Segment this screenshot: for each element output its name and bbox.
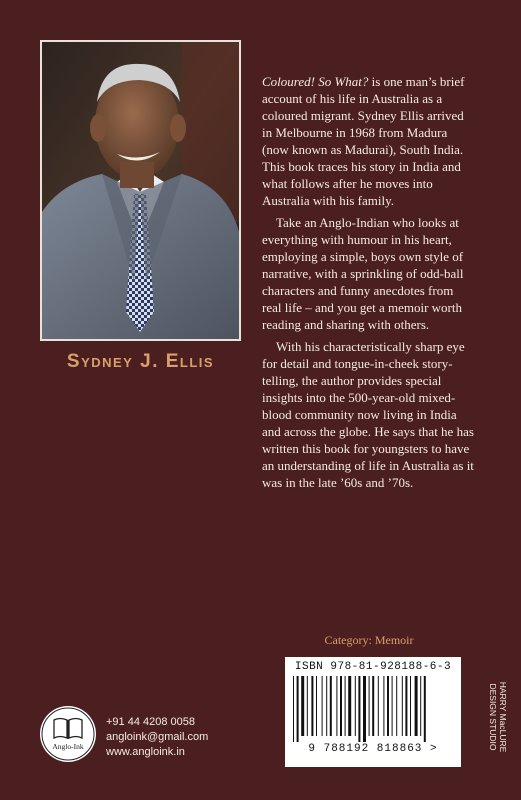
- barcode-bar: [345, 676, 346, 736]
- barcode-bar: [358, 676, 360, 742]
- barcode-bar: [396, 676, 397, 736]
- barcode-bar: [392, 676, 393, 736]
- barcode-bar: [330, 676, 332, 736]
- book-title: Coloured! So What?: [262, 74, 369, 89]
- barcode-bar: [383, 676, 384, 736]
- barcode-bar: [410, 676, 411, 736]
- barcode-bar: [405, 676, 407, 736]
- isbn-digits: 9 788192 818863 >: [308, 743, 438, 755]
- isbn-label: ISBN 978-81-928188-6-3: [294, 661, 452, 673]
- barcode-bar: [415, 676, 418, 736]
- barcode-bar: [378, 676, 379, 736]
- barcode-bar: [369, 676, 370, 736]
- designer-credit: [471, 660, 511, 780]
- author-photo: [40, 40, 241, 341]
- designer-credit-text: [474, 657, 508, 777]
- designer-line-1: HARRY MacLURE: [498, 681, 508, 753]
- blurb-paragraph-1: [262, 73, 476, 209]
- blurb-paragraph-1-text: is one man’s brief account of his life in Australia as a coloured migrant. Sydney Ellis arrived in Melbourne in 1968 from Madura (now known as Madurai), South India. This book traces his story in India and what follows after he moves into Australia with his family.: [262, 74, 465, 208]
- barcode-bar: [402, 676, 403, 736]
- barcode-bar: [301, 676, 304, 736]
- barcode-bar: [336, 676, 337, 736]
- barcode-bar: [348, 676, 351, 736]
- barcode-bar: [372, 676, 374, 736]
- barcode-bar: [355, 676, 356, 736]
- publisher-contact: [106, 715, 208, 760]
- barcode-bar: [307, 676, 308, 736]
- book-icon: [40, 706, 96, 762]
- publisher-website[interactable]: www.angloink.in: [106, 746, 185, 758]
- barcode-bar: [326, 676, 327, 736]
- blurb-paragraph-3: With his characteristically sharp eye for detail and tongue-in-cheek story-telling, the author provides special insights into the 500-year-old mixed-blood community now living in India and across the globe. He says that he has written this book for youngsters to have an understanding of life in Australia as it was in the late ’60s and ’70s.: [262, 339, 474, 490]
- publisher-email[interactable]: angloink@gmail.com: [106, 731, 209, 743]
- author-name: Sydney J. Ellis: [66, 351, 215, 372]
- blurb: [262, 73, 476, 491]
- category-label: Category: Memoir: [324, 633, 414, 647]
- barcode-bar: [363, 676, 366, 742]
- barcode-bar: [322, 676, 323, 736]
- isbn-barcode: [285, 657, 461, 767]
- publisher-logo-text: Anglo-Ink: [52, 742, 84, 751]
- designer-line-2: DESIGN STUDIO: [488, 683, 498, 751]
- barcode-bar: [340, 676, 342, 736]
- publisher-logo: [40, 706, 96, 762]
- barcode-bar: [311, 676, 313, 736]
- publisher-phone: +91 44 4208 0058: [106, 716, 196, 728]
- barcode-bar: [297, 676, 299, 742]
- barcode-bars: [291, 676, 455, 742]
- barcode-bar: [424, 676, 426, 742]
- barcode-bar: [420, 676, 421, 736]
- author-portrait-image: [42, 42, 239, 339]
- barcode-bar: [316, 676, 317, 736]
- barcode-bar: [293, 676, 294, 742]
- blurb-paragraph-2: Take an Anglo-Indian who looks at everything with humour in his heart, employing a simple, boys own style of narrative, with a sprinkling of odd-ball characters and funny anecdotes from real life – and you get a memoir worth reading and sharing with others.: [262, 215, 464, 332]
- barcode-bar: [387, 676, 389, 736]
